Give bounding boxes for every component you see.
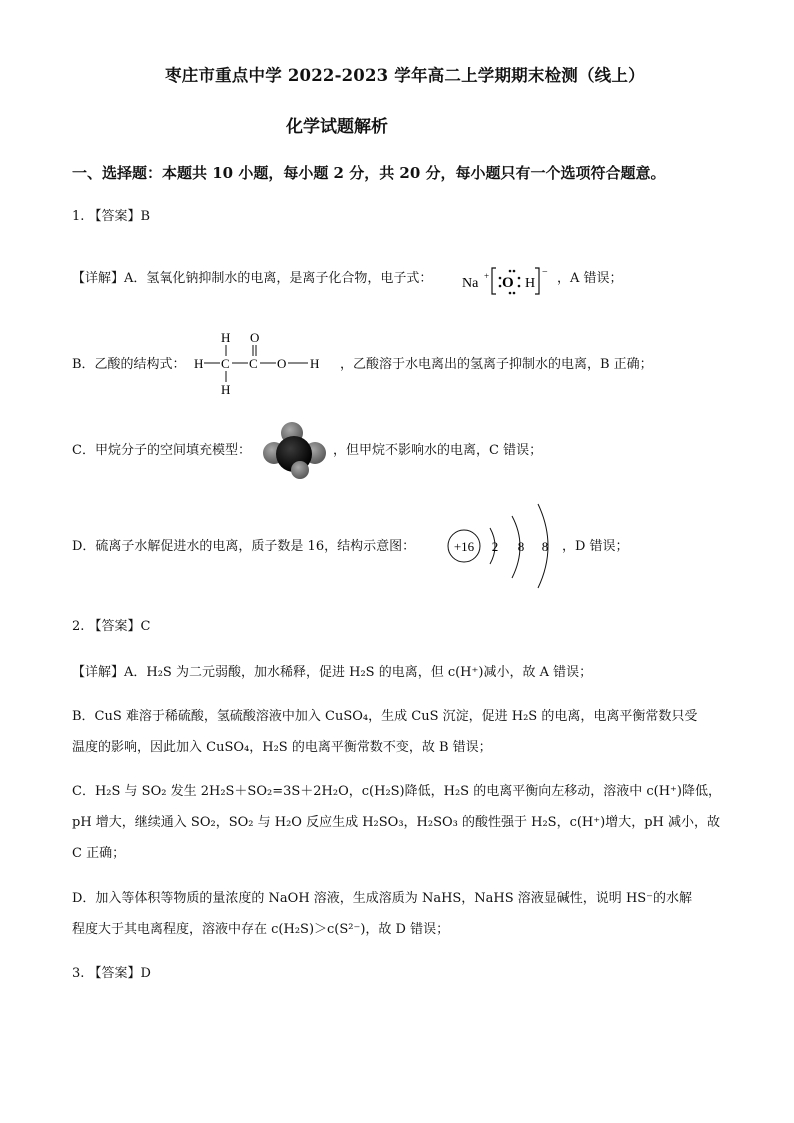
acetic-acid-structure [190, 326, 340, 398]
svg-text:O: O [250, 330, 260, 345]
shell-electrons-1: 2 [491, 539, 499, 554]
shell-electrons-2: 8 [517, 539, 525, 554]
naoh-electron-formula [458, 262, 556, 298]
q2-option-c-line3: C 正确； [72, 846, 126, 861]
q1-option-c-end: ，但甲烷不影响水的电离，C 错误； [333, 443, 543, 458]
q1-option-d-end: ，D 错误； [562, 539, 629, 554]
formula-h: H [525, 276, 536, 291]
svg-text:H: H [221, 330, 231, 345]
q2-option-d-line1: D．加入等体积等物质的量浓度的 NaOH 溶液，生成溶质为 NaHS，NaHS 溶液显碱性，说明 HS⁻的水解 [72, 891, 693, 906]
formula-charge-minus: − [542, 267, 548, 278]
svg-text:O: O [277, 356, 287, 371]
q3-answer: 3. 【答案】D [72, 966, 151, 981]
formula-na-charge: + [484, 271, 490, 281]
formula-o: O [502, 275, 514, 291]
q1-option-a-end: ，A 错误； [557, 271, 623, 286]
page-title: 枣庄市重点中学 2022-2023 学年高二上学期期末检测（线上） [165, 66, 645, 85]
q2-option-d-line2: 程度大于其电离程度，溶液中存在 c(H₂S)＞c(S²⁻)，故 D 错误； [72, 922, 450, 937]
q2-option-c-line1: C．H₂S 与 SO₂ 发生 2H₂S＋SO₂=3S＋2H₂O，c(H₂S)降低，H₂S 的电离平衡向左移动，溶液中 c(H⁺)降低， [72, 784, 721, 799]
nucleus-charge: +16 [453, 539, 475, 554]
q2-answer: 2. 【答案】C [72, 619, 151, 634]
q2-option-c-line2: pH 增大，继续通入 SO₂，SO₂ 与 H₂O 反应生成 H₂SO₃，H₂SO₃ 的酸性强于 H₂S，c(H⁺)增大，pH 减小，故 [72, 815, 720, 830]
q1-option-c-text: C．甲烷分子的空间填充模型： [72, 443, 251, 458]
q1-option-b-text: B．乙酸的结构式： [72, 357, 186, 372]
right-bracket [535, 268, 539, 294]
formula-na: Na [462, 276, 479, 291]
q2-option-b-line2: 温度的影响，因此加入 CuSO₄，H₂S 的电离平衡常数不变，故 B 错误； [72, 740, 492, 755]
shell-electrons-3: 8 [541, 539, 549, 554]
q2-option-b-line1: B．CuS 难溶于稀硫酸，氢硫酸溶液中加入 CuSO₄，生成 CuS 沉淀，促进 H₂S 的电离，电离平衡常数只受 [72, 709, 698, 724]
section-heading: 一、选择题：本题共 10 小题，每小题 2 分，共 20 分，每小题只有一个选项符合题意。 [72, 164, 666, 182]
svg-text:C: C [249, 356, 258, 371]
svg-text:H: H [221, 382, 231, 397]
q1-option-a-text: 【详解】A．氢氧化钠抑制水的电离，是离子化合物，电子式： [72, 271, 433, 286]
svg-text:H: H [194, 356, 204, 371]
q1-option-b-end: ，乙酸溶于水电离出的氢离子抑制水的电离，B 正确； [340, 357, 653, 372]
page-subtitle: 化学试题解析 [286, 117, 388, 137]
svg-text:H: H [310, 356, 320, 371]
sulfide-ion-structure-diagram [444, 500, 562, 592]
q1-answer: 1. 【答案】B [72, 209, 151, 224]
methane-space-filling-model [260, 420, 332, 480]
left-bracket [492, 268, 496, 294]
svg-text:C: C [221, 356, 230, 371]
q2-option-a: 【详解】A．H₂S 为二元弱酸，加水稀释，促进 H₂S 的电离，但 c(H⁺)减小，故 A 错误； [72, 665, 593, 680]
q1-option-d-text: D．硫离子水解促进水的电离，质子数是 16，结构示意图： [72, 539, 416, 554]
hydrogen-atom-bottom [291, 461, 309, 479]
